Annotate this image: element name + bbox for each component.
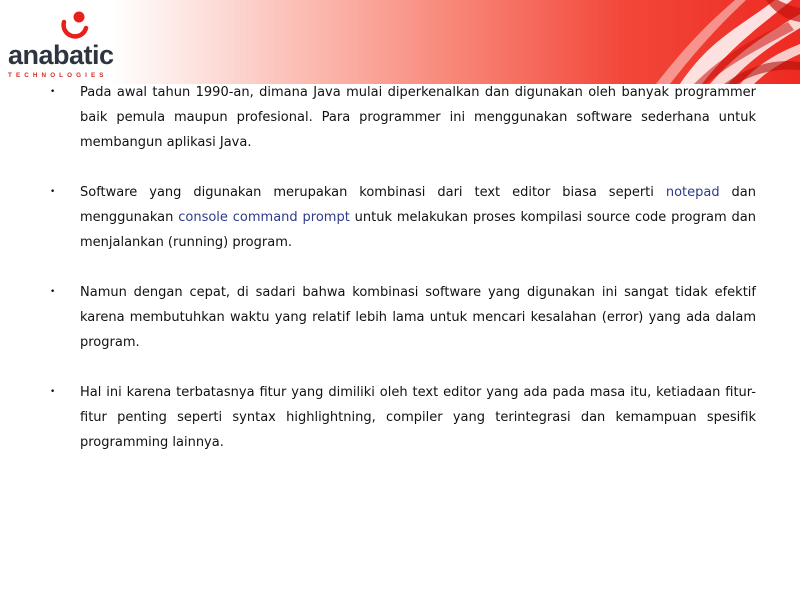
bullet-dot-icon: • <box>50 87 56 97</box>
bullet-item <box>50 180 756 255</box>
bullet-text: Hal ini karena terbatasnya fitur yang dimiliki oleh text editor yang ada pada masa itu, ketiadaan fitur-fitur penting seperti syntax highlightning, compiler yang terintegrasi dan kemampuan spesifik programming lainnya. <box>80 385 756 450</box>
ribbon-decoration <box>560 0 800 84</box>
logo-tagline: TECHNOLOGIES <box>8 72 108 79</box>
bullet-dot-icon: • <box>50 287 56 297</box>
bullet-text: Software yang digunakan merupakan kombinasi dari text editor biasa seperti <box>80 185 666 200</box>
bullet-dot-icon: • <box>50 387 56 397</box>
bullet-list <box>50 80 756 455</box>
highlight-term-console-command-prompt: console command prompt <box>178 210 350 225</box>
bullet-text: Pada awal tahun 1990-an, dimana Java mulai diperkenalkan dan digunakan oleh banyak programmer baik pemula maupun profesional. Para programmer ini menggunakan software sederhana untuk membangun aplikasi Java. <box>80 85 756 150</box>
bullet-item <box>50 380 756 455</box>
highlight-term-notepad: notepad <box>665 185 720 200</box>
bullet-text: Namun dengan cepat, di sadari bahwa kombinasi software yang digunakan ini sangat tidak efektif karena membutuhkan waktu yang relatif lebih lama untuk mencari kesalahan (error) yang ada dalam program. <box>80 285 756 350</box>
logo-wordmark: anabatic <box>8 40 114 70</box>
logo-mark-icon <box>56 8 92 44</box>
bullet-text: dan menggunakan <box>80 185 756 225</box>
bullet-item <box>50 280 756 355</box>
bullet-item <box>50 80 756 155</box>
company-logo <box>8 8 126 80</box>
bullet-dot-icon: • <box>50 187 56 197</box>
bullet-text: untuk melakukan proses kompilasi source code program dan menjalankan (running) program. <box>80 210 756 250</box>
